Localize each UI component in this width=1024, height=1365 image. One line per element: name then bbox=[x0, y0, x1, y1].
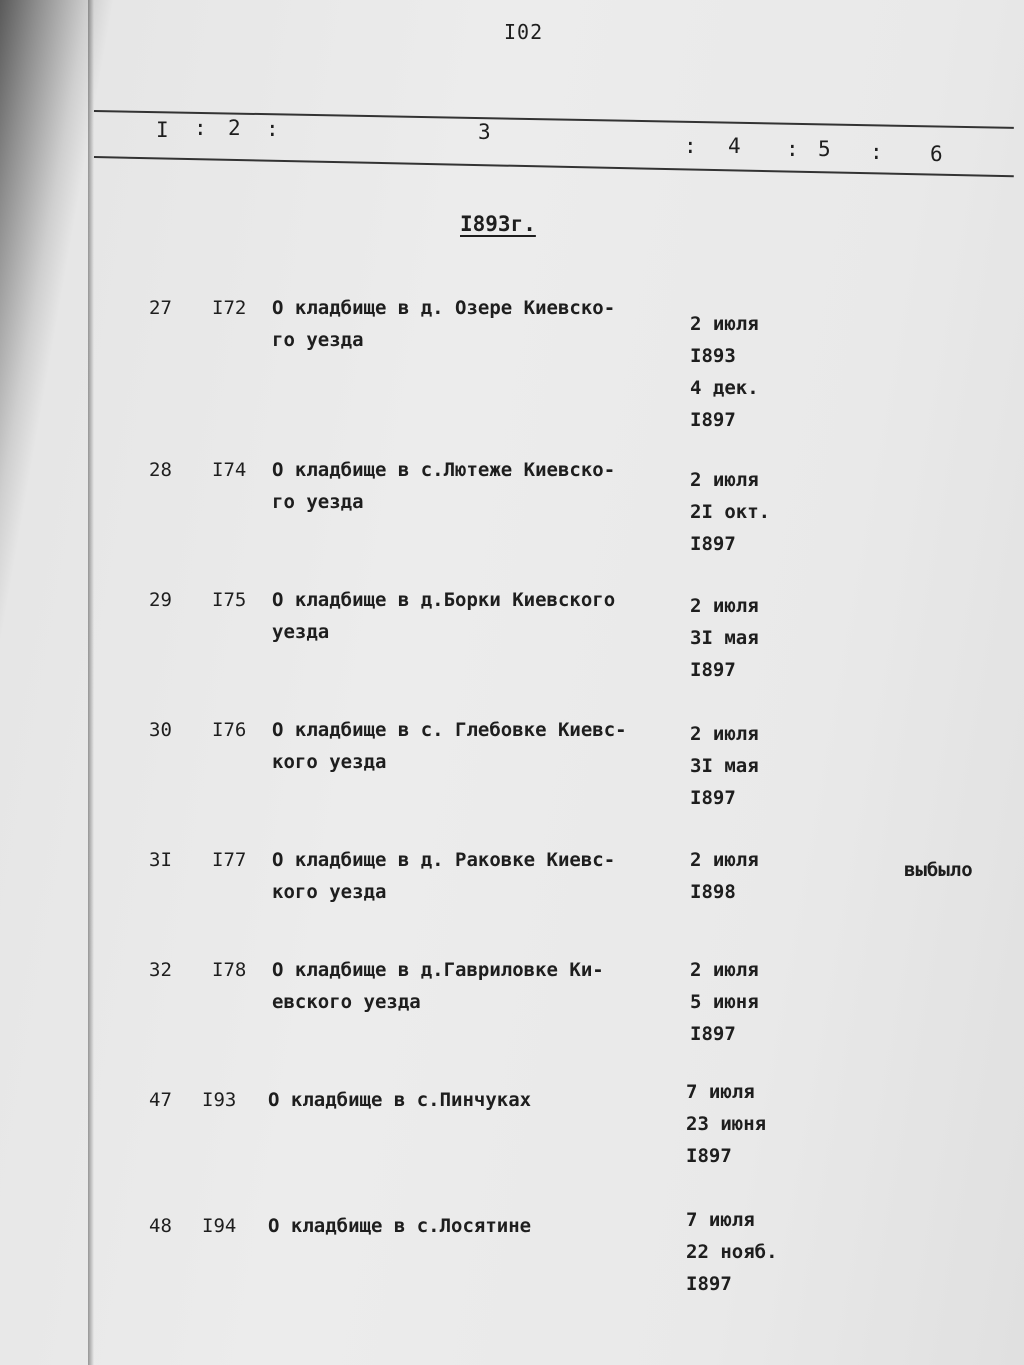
entry-date-line: I897 bbox=[686, 1145, 732, 1167]
entry-date-line: 2 июля bbox=[690, 959, 759, 981]
case-number: I75 bbox=[212, 589, 247, 611]
register-entry bbox=[94, 844, 1014, 954]
document-page bbox=[94, 0, 1024, 1365]
entry-title-line: О кладбище в с.Пинчуках bbox=[268, 1089, 532, 1111]
entry-title-line: О кладбище в д. Раковке Киевс- bbox=[272, 849, 616, 871]
register-entry bbox=[94, 584, 1014, 694]
entry-title-line: О кладбище в с.Лосятине bbox=[268, 1215, 532, 1237]
entry-date-line: 2 июля bbox=[690, 595, 759, 617]
entry-date-line: I897 bbox=[690, 787, 736, 809]
entry-dates bbox=[686, 1076, 766, 1172]
entry-date-line: 2 июля bbox=[690, 313, 759, 335]
entry-date-line: I897 bbox=[690, 659, 736, 681]
entry-title-line: го уезда bbox=[272, 329, 364, 351]
register-entry bbox=[94, 954, 1014, 1064]
entry-title-line: евского уезда bbox=[272, 991, 421, 1013]
register-entry bbox=[94, 1210, 1014, 1320]
entry-title-line: уезда bbox=[272, 621, 330, 643]
entry-title-line: О кладбище в с. Глебовке Киевс- bbox=[272, 719, 627, 741]
entry-date-line: 22 нояб. bbox=[686, 1241, 778, 1263]
entry-title bbox=[272, 292, 672, 356]
entry-note: выбыло bbox=[904, 859, 973, 881]
register-entry bbox=[94, 714, 1014, 824]
entry-title-line: О кладбище в д.Борки Киевского bbox=[272, 589, 616, 611]
entry-date-line: 2I окт. bbox=[690, 501, 771, 523]
case-number: I94 bbox=[202, 1215, 237, 1237]
entry-number: 3I bbox=[149, 849, 172, 871]
column-header-3: 3 bbox=[478, 120, 491, 144]
entry-date-line: 5 июня bbox=[690, 991, 759, 1013]
entry-title-line: го уезда bbox=[272, 491, 364, 513]
entry-date-line: 2 июля bbox=[690, 469, 759, 491]
entry-title bbox=[268, 1210, 668, 1242]
entry-title-line: О кладбище в д. Озере Киевско- bbox=[272, 297, 616, 319]
entry-date-line: 2 июля bbox=[690, 849, 759, 871]
entry-dates bbox=[690, 590, 759, 686]
entry-date-line: I897 bbox=[690, 409, 736, 431]
entry-number: 32 bbox=[149, 959, 172, 981]
column-header-5: 5 bbox=[818, 137, 831, 161]
entry-date-line: 2 июля bbox=[690, 723, 759, 745]
entry-title bbox=[272, 714, 672, 778]
case-number: I77 bbox=[212, 849, 247, 871]
column-header-1: I bbox=[156, 118, 169, 142]
column-separator: : bbox=[684, 134, 697, 158]
entry-date-line: 3I мая bbox=[690, 627, 759, 649]
entry-number: 48 bbox=[149, 1215, 172, 1237]
entry-date-line: 7 июля bbox=[686, 1081, 755, 1103]
entry-title-line: кого уезда bbox=[272, 881, 387, 903]
entry-date-line: 7 июля bbox=[686, 1209, 755, 1231]
entry-title bbox=[272, 454, 672, 518]
entry-number: 28 bbox=[149, 459, 172, 481]
register-entry bbox=[94, 292, 1014, 431]
entry-number: 47 bbox=[149, 1089, 172, 1111]
case-number: I76 bbox=[212, 719, 247, 741]
entry-number: 29 bbox=[149, 589, 172, 611]
register-entry bbox=[94, 1081, 1014, 1194]
case-number: I93 bbox=[202, 1089, 237, 1111]
column-header-6: 6 bbox=[930, 142, 943, 166]
entry-number: 27 bbox=[149, 297, 172, 319]
entry-dates bbox=[690, 954, 759, 1050]
entry-title-line: О кладбище в с.Лютеже Киевско- bbox=[272, 459, 616, 481]
register-entry bbox=[94, 454, 1014, 564]
column-separator: : bbox=[870, 140, 883, 164]
entry-title bbox=[272, 584, 672, 648]
entry-date-line: I897 bbox=[690, 533, 736, 555]
column-header-2: 2 bbox=[228, 116, 241, 140]
page-number: I02 bbox=[504, 20, 544, 44]
entry-date-line: I898 bbox=[690, 881, 736, 903]
entry-dates bbox=[690, 464, 770, 560]
entry-date-line: 4 дек. bbox=[690, 377, 759, 399]
entry-title-line: кого уезда bbox=[272, 751, 387, 773]
entry-dates bbox=[690, 844, 759, 908]
entry-title bbox=[272, 844, 672, 908]
entry-title-line: О кладбище в д.Гавриловке Ки- bbox=[272, 959, 604, 981]
entry-title bbox=[272, 954, 672, 1018]
entry-dates bbox=[686, 1204, 778, 1300]
year-heading: I893г. bbox=[460, 212, 536, 236]
entry-dates bbox=[690, 308, 759, 436]
case-number: I72 bbox=[212, 297, 247, 319]
column-separator: : bbox=[194, 116, 207, 140]
entry-date-line: I897 bbox=[686, 1273, 732, 1295]
entry-date-line: 23 июня bbox=[686, 1113, 767, 1135]
column-header-4: 4 bbox=[728, 134, 741, 158]
case-number: I74 bbox=[212, 459, 247, 481]
entry-date-line: 3I мая bbox=[690, 755, 759, 777]
column-separator: : bbox=[786, 137, 799, 161]
column-separator: : bbox=[266, 117, 279, 141]
entry-dates bbox=[690, 718, 759, 814]
case-number: I78 bbox=[212, 959, 247, 981]
entry-number: 30 bbox=[149, 719, 172, 741]
entry-date-line: I897 bbox=[690, 1023, 736, 1045]
entry-date-line: I893 bbox=[690, 345, 736, 367]
entry-title bbox=[268, 1084, 668, 1116]
